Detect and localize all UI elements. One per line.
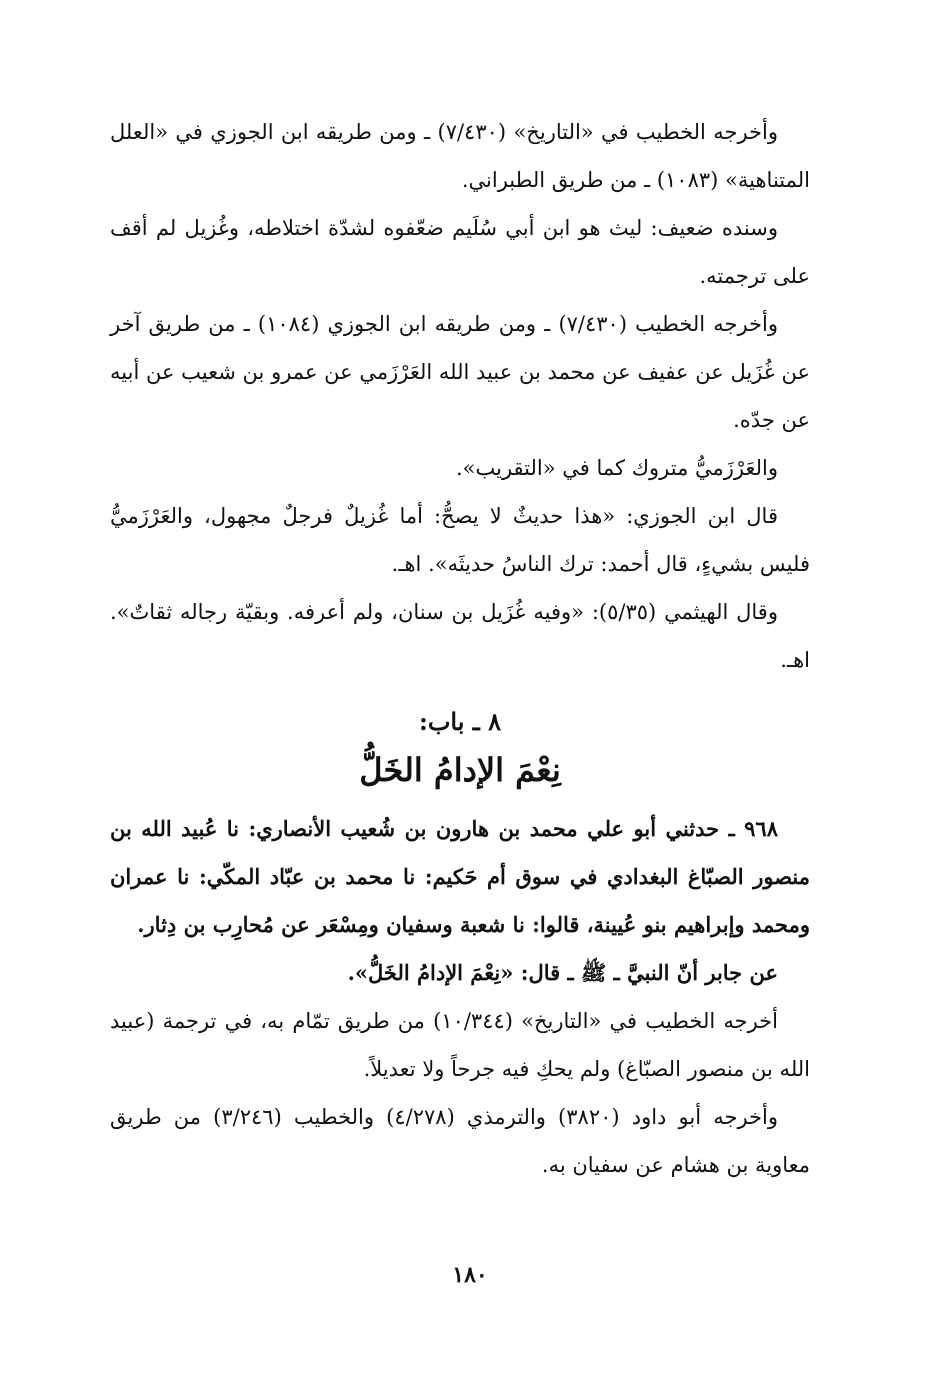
hadith-matn: عن جابر أنّ النبيَّ ـ ﷺ ـ قال: «نِعْمَ الإدامُ الخَلُّ».	[347, 960, 778, 985]
note-paragraph: وأخرجه الخطيب في «التاريخ» (٧/٤٣٠) ـ ومن طريقه ابن الجوزي في «العلل المتناهية» (١٠٨٣) ـ من طريق الطبراني.	[110, 120, 810, 192]
note-paragraph: والعَرْزَميُّ متروك كما في «التقريب».	[455, 456, 778, 480]
note-paragraph: أخرجه الخطيب في «التاريخ» (١٠/٣٤٤) من طريق تمّام به، في ترجمة (عبيد الله بن منصور الصبّاغ) ولم يحكِ فيه جرحاً ولا تعديلاً.	[110, 1009, 810, 1081]
note-paragraph: وأخرجه أبو داود (٣٨٢٠) والترمذي (٤/٢٧٨) والخطيب (٣/٢٤٦) من طريق معاوية بن هشام عن سفيان به.	[110, 1105, 810, 1177]
chapter-title: نِعْمَ الإدامُ الخَلُّ	[359, 751, 561, 789]
chapter-heading	[110, 700, 810, 796]
page-number: ١٨٠	[452, 1262, 488, 1288]
note-paragraph: قال ابن الجوزي: «هذا حديثٌ لا يصحُّ: أما غُزيلٌ فرجلٌ مجهول، والعَرْزَميُّ فليس بشيءٍ، قال أحمد: ترك الناسُ حديثَه». اهـ.	[110, 504, 810, 576]
note-paragraph: وأخرجه الخطيب (٧/٤٣٠) ـ ومن طريقه ابن الجوزي (١٠٨٤) ـ من طريق آخر عن غُزَيل عن عفيف عن محمد بن عبيد الله العَرْزَمي عن عمرو بن شعيب عن أبيه عن جدّه.	[110, 312, 810, 432]
note-paragraph: وقال الهيثمي (٥/٣٥): «وفيه غُزَيل بن سنان، ولم أعرفه. وبقيّة رجاله ثقاتٌ». اهـ.	[110, 600, 810, 672]
notes-section-top	[110, 108, 810, 684]
hadith-section	[110, 805, 810, 1189]
chapter-label: ٨ ـ باب:	[418, 707, 502, 736]
hadith-isnad: ٩٦٨ ـ حدثني أبو علي محمد بن هارون بن شُعيب الأنصاري: نا عُبيد الله بن منصور الصبّاغ البغدادي في سوق أم حَكيم: نا محمد بن عبّاد المكّي: نا عمران ومحمد وإبراهيم بنو عُيينة، قالوا: نا شعبة وسفيان ومِسْعَر عن مُحارِب بن دِثار.	[110, 816, 810, 937]
note-paragraph: وسنده ضعيف: ليث هو ابن أبي سُلَيم ضعّفوه لشدّة اختلاطه، وغُزيل لم أقف على ترجمته.	[110, 216, 810, 288]
